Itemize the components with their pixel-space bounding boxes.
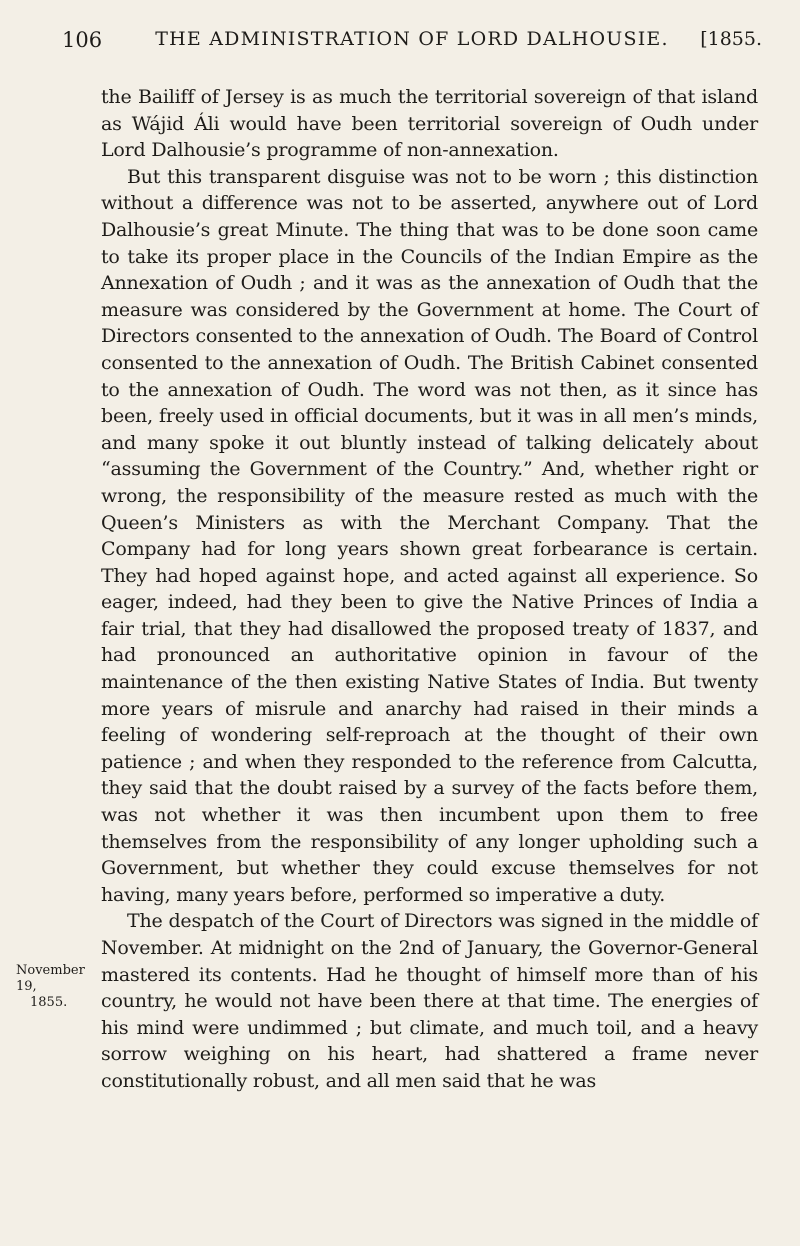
body-text <box>101 84 758 1095</box>
margin-note-date: November 19, <box>16 963 85 994</box>
margin-note <box>16 963 96 1011</box>
page-number: 106 <box>62 28 103 52</box>
margin-note-year: 1855. <box>30 995 68 1010</box>
paragraph: But this transparent disguise was not to be worn ; this distinction without a difference was not to be asserted, anywhere out of Lord Dalhousie’s great Minute. The thing that was to be done soon came to take its proper place in the Councils of the Indian Empire as the Annexation of Oudh ; and it was as the annexation of Oudh that the measure was considered by the Government at home. The Court of Directors consented to the annexation of Oudh. The Board of Control consented to the annexation of Oudh. The British Cabinet consented to the annexation of Oudh. The word was not then, as it since has been, freely used in official documents, but it was in all men’s minds, and many spoke it out bluntly instead of talking delicately about “assuming the Government of the Country.” And, whether right or wrong, the responsibility of the measure rested as much with the Queen’s Ministers as with the Merchant Company. That the Company had for long years shown great forbearance is certain. They had hoped against hope, and acted against all experience. So eager, indeed, had they been to give the Native Princes of India a fair trial, that they had disallowed the proposed treaty of 1837, and had pronounced an authoritative opinion in favour of the maintenance of the then existing Native States of India. But twenty more years of misrule and anarchy had raised in their minds a feeling of wondering self-reproach at the thought of their own patience ; and when they responded to the reference from Calcutta, they said that the doubt raised by a survey of the facts before them, was not whether it was then incumbent upon them to free themselves from the responsibility of any longer upholding such a Government, but whether they could excuse themselves for not having, many years before, performed so imperative a duty. <box>101 165 758 906</box>
paragraph-continuation: the Bailiff of Jersey is as much the territorial sovereign of that island as Wájid Áli would have been territorial sovereign of Oudh under Lord Dalhousie’s programme of non-annexation. <box>101 86 758 162</box>
paragraph: The despatch of the Court of Directors was signed in the middle of November. At midnight on the 2nd of January, the Governor-General mastered its contents. Had he thought of himself more than of his country, he would not have been there at that time. The energies of his mind were undimmed ; but climate, and much toil, and a heavy sorrow weighing on his heart, had shattered a frame never constitutionally robust, and all men said that he was <box>101 910 758 1092</box>
page-header <box>62 28 762 68</box>
running-title: THE ADMINISTRATION OF LORD DALHOUSIE. <box>155 28 669 50</box>
header-year: [1855. <box>700 28 762 50</box>
